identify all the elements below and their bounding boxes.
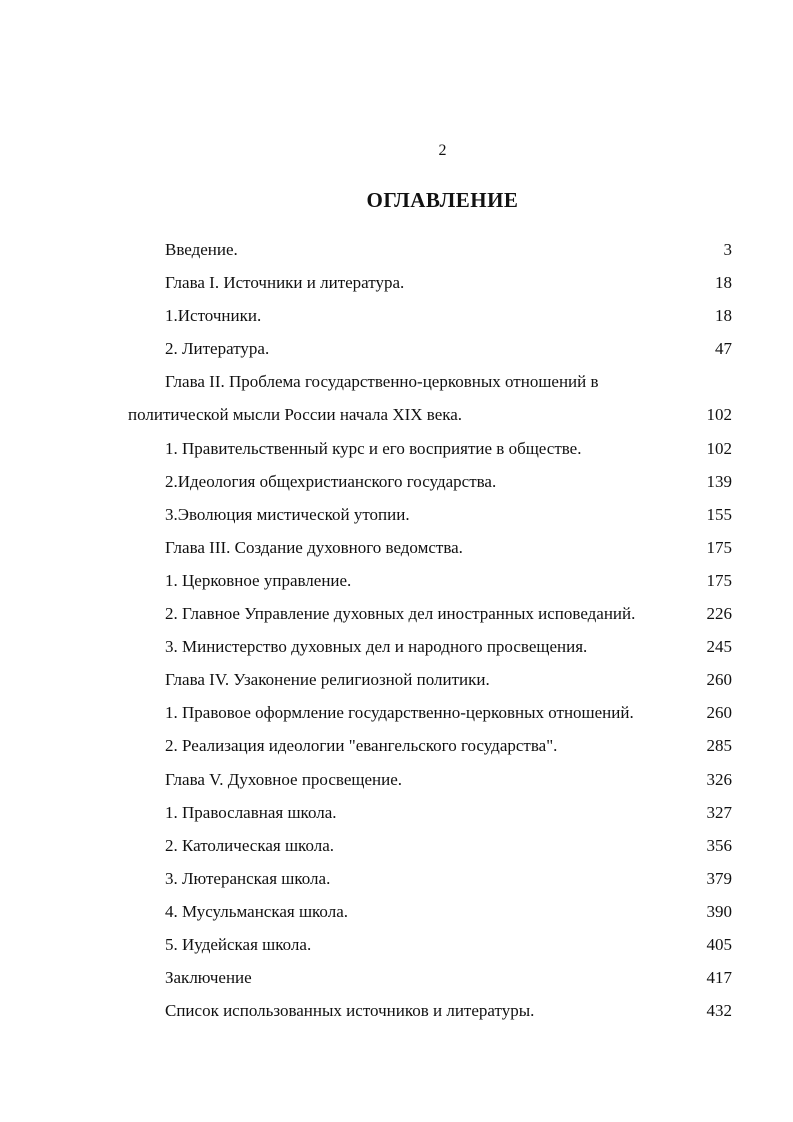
toc-entry-chapter-5: [0, 766, 793, 799]
toc-entry-section-3-1: [0, 567, 793, 600]
toc-entry-label: 1. Церковное управление.: [165, 570, 352, 590]
toc-entry-label: 4. Мусульманская школа.: [165, 901, 348, 921]
toc-entry-page: 356: [706, 835, 732, 855]
toc-entry-section-3-3: [0, 633, 793, 666]
toc-entry-page: 327: [706, 802, 732, 822]
toc-entry-page: 260: [706, 703, 732, 723]
toc-entry-label: 2. Литература.: [165, 339, 270, 359]
toc-entry-page: 326: [706, 769, 732, 789]
toc-entry-page: 18: [715, 273, 732, 293]
toc-entry-label: 2. Главное Управление духовных дел иностранных исповеданий.: [165, 604, 636, 624]
toc-entry-section-5-5: [0, 931, 793, 964]
toc-entry-page: 102: [706, 438, 732, 458]
toc-entry-page: 285: [706, 736, 732, 756]
toc-entry-section-2-3: [0, 501, 793, 534]
toc-entry-chapter-2: [0, 368, 793, 401]
toc-entry-section-4-2: [0, 732, 793, 765]
toc-entry-page: 18: [715, 306, 732, 326]
toc-entry-page: 379: [706, 868, 732, 888]
toc-entry-page: 260: [706, 670, 732, 690]
toc-entry-chapter-2-continued: [0, 401, 793, 434]
toc-entry-chapter-4: [0, 666, 793, 699]
page-number: 2: [438, 142, 447, 159]
toc-entry-page: 226: [706, 604, 732, 624]
toc-entry-section-4-1: [0, 699, 793, 732]
toc-entry-page: 390: [706, 901, 732, 921]
toc-entry-label: 1.Источники.: [165, 306, 262, 326]
toc-entry-section-1-2: [0, 335, 793, 368]
toc-entry-page: 155: [706, 504, 732, 524]
toc-entry-page: 432: [706, 1001, 732, 1021]
toc-entry-section-5-1: [0, 799, 793, 832]
toc-entry-introduction: [0, 236, 793, 269]
toc-entry-label: 3.Эволюция мистической утопии.: [165, 504, 410, 524]
toc-entry-label: политической мысли России начала XIX века.: [128, 405, 463, 425]
toc-entry-page: 405: [706, 934, 732, 954]
toc-entry-label: Глава V. Духовное просвещение.: [165, 769, 403, 789]
toc-entry-label: Глава II. Проблема государственно-церковных отношений в: [165, 372, 599, 392]
toc-entry-label: 2.Идеология общехристианского государства.: [165, 471, 497, 491]
toc-entry-label: 3. Лютеранская школа.: [165, 868, 331, 888]
toc-entry-page: 139: [706, 471, 732, 491]
toc-entry-label: 1. Правовое оформление государственно-церковных отношений.: [165, 703, 634, 723]
toc-entry-label: Заключение: [165, 968, 252, 988]
toc-entry-label: 1. Православная школа.: [165, 802, 337, 822]
toc-entry-label: 5. Иудейская школа.: [165, 934, 312, 954]
toc-entry-label: 2. Реализация идеологии "евангельского государства".: [165, 736, 558, 756]
toc-entry-page: 47: [715, 339, 732, 359]
toc-entry-label: Введение.: [165, 240, 238, 259]
toc-entry-label: 2. Католическая школа.: [165, 835, 335, 855]
toc-entry-page: 175: [706, 537, 732, 557]
toc-entry-label: Список использованных источников и литературы.: [165, 1001, 535, 1021]
toc-entry-section-1-1: [0, 302, 793, 335]
toc-entry-chapter-3: [0, 534, 793, 567]
toc-entry-bibliography: [0, 997, 793, 1030]
toc-entry-label: 3. Министерство духовных дел и народного просвещения.: [165, 637, 588, 657]
toc-entry-section-5-2: [0, 832, 793, 865]
toc-entry-section-2-1: [0, 435, 793, 468]
toc-entry-chapter-1: [0, 269, 793, 302]
toc-entry-label: Глава IV. Узаконение религиозной политики.: [165, 670, 490, 690]
toc-entry-page: 417: [706, 968, 732, 988]
table-of-contents: [0, 236, 793, 1030]
toc-entry-section-5-3: [0, 865, 793, 898]
toc-entry-page: 175: [706, 570, 732, 590]
toc-entry-label: Глава I. Источники и литература.: [165, 273, 405, 293]
toc-entry-section-3-2: [0, 600, 793, 633]
toc-entry-section-5-4: [0, 898, 793, 931]
toc-entry-page: 102: [706, 405, 732, 425]
toc-entry-page: 3: [723, 240, 732, 259]
toc-entry-label: 1. Правительственный курс и его восприятие в обществе.: [165, 438, 582, 458]
page-title: ОГЛАВЛЕНИЕ: [366, 188, 519, 212]
toc-entry-conclusion: [0, 964, 793, 997]
toc-entry-page: 245: [706, 637, 732, 657]
toc-entry-label: Глава III. Создание духовного ведомства.: [165, 537, 463, 557]
toc-entry-section-2-2: [0, 468, 793, 501]
